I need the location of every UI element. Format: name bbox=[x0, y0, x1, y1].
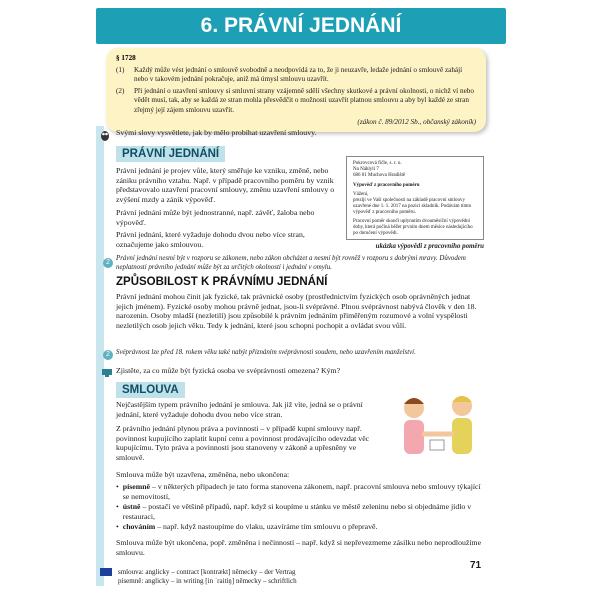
contract-line: prezlji ve Vaší společnosti na základě pracovní smlouvy uzavřené dne 1. 1. 2017 na pozici skladník. Podávám tímto výpověď z pracovního poměru. bbox=[353, 198, 472, 216]
section3-paragraph: Smlouva může být ukončena, popř. změněna i nečinností – např. když si nepřevezmeme zásilku nebo neprodloužíme smlouvu. bbox=[116, 538, 482, 557]
contract-line: Pracovní poměr skončí uplynutím dvouměsíční výpovědní doby, která počíná běžet prvním dnem měsíce následujícího po doručení výpovědi. bbox=[353, 218, 473, 237]
section2-paragraph: Právní jednání mohou činit jak fyzické, tak právnické osoby (prostřednictvím fyzických osob oprávněných jednat jejich jménem). Fyzické osoby mohou právně jednat, jsou-li svéprávné. Plnou svéprávnost nabývá člověk v den 18. narozenin. Osoby mladší (nezletilí) jsou způsobilé k právním jednáním přiměřeným rozumové a volní vyspělosti nezletilých osob jejich věku. Tedy k jednání, které jsou schopni pochopit a ovládat svou vůlí. bbox=[116, 292, 477, 330]
form-list bbox=[116, 482, 486, 532]
list-item-text: – např. když nastoupíme do vlaku, uzavíráme tím smlouvu o přepravě. bbox=[157, 522, 378, 532]
page-title: 6. PRÁVNÍ JEDNÁNÍ bbox=[96, 8, 506, 44]
section3-paragraph: Z právního jednání plynou práva a povinnosti – v případě kupní smlouvy např. povinnost kupujícího zaplatit kupní cenu a povinnost prodávajícího odevzdat věc kupujícímu. Tyto práva a povinnosti jsou stanoveny v zákoně a upřesněny ve smlouvě. bbox=[116, 424, 370, 462]
contract-sample-image bbox=[346, 156, 484, 240]
law-quote-box bbox=[106, 48, 486, 132]
law-item bbox=[116, 87, 476, 116]
computer-icon bbox=[101, 365, 113, 383]
owl-icon bbox=[100, 128, 110, 146]
handshake-illustration bbox=[392, 390, 484, 479]
law-item-text: Každý může vést jednání o smlouvě svobodně a neodpovídá za to, že ji neuzavře, ledaže jednání o smlouvě zahájí nebo v takovém jednání pokračuje, aniž má úmysl smlouvu uzavřít. bbox=[134, 65, 463, 84]
list-item: • ústně – postačí ve většině případů, např. když si koupíme u stánku ve městě zeleninu nebo si objednáme jídlo v restauraci, bbox=[116, 502, 472, 521]
section-heading-pravni-jednani: PRÁVNÍ JEDNÁNÍ bbox=[116, 146, 225, 162]
research-question: Zjistěte, za co může být fyzická osoba ve svéprávnosti omezena? Kým? bbox=[116, 366, 341, 375]
note-legality: Právní jednání nesmí být v rozporu se zákonem, nebo zákon obcházet a nesmí být rovněž v rozporu s dobrými mravy. Důvodem neplatnosti právního jednání může být za určitých okolností i jednání v omylu. bbox=[116, 255, 466, 271]
section-heading-smlouva: SMLOUVA bbox=[116, 382, 185, 398]
contract-line: Pokrovcová fičle, s. r. o. bbox=[353, 161, 402, 166]
section3-paragraph: Smlouva může být uzavřena, změněna, nebo ukončena: bbox=[116, 470, 290, 479]
list-item-term: chováním bbox=[122, 522, 156, 532]
list-item: • písemně – v některých případech je tato forma stanovena zákonem, např. pracovní smlouva nebo smlouvy týkající se nemovitostí, bbox=[116, 482, 481, 501]
vocab-line: písemně: anglicky – in writing [in ˈraitiŋ] německy – schriftlich bbox=[118, 577, 297, 585]
list-item: • chováním – např. když nastoupíme do vlaku, uzavíráme tím smlouvu o přepravě. bbox=[116, 522, 378, 532]
law-item-number: (2) bbox=[116, 86, 125, 95]
law-item bbox=[116, 66, 476, 85]
intro-question: Svými slovy vysvětlete, jak by mělo probíhat uzavření smlouvy. bbox=[116, 128, 317, 137]
list-item-text: – postačí ve většině případů, např. když si koupíme u stánku ve městě zeleninu nebo si objednáme jídlo v restauraci, bbox=[122, 502, 472, 521]
note-svepravnost: Svéprávnost lze před 18. rokem věku také nabýt přiznáním svéprávnosti soudem, nebo uzavřením manželství. bbox=[116, 349, 416, 356]
list-item-term: ústně bbox=[122, 502, 141, 512]
page-number: 71 bbox=[470, 560, 482, 571]
info-circle-icon: 2 bbox=[103, 258, 113, 268]
vocab-footer bbox=[118, 568, 498, 588]
contract-line: Na Náhlyli 7 bbox=[353, 167, 379, 173]
section-heading-zpusobilost: ZPŮSOBILOST K PRÁVNÍMU JEDNÁNÍ bbox=[116, 276, 328, 288]
eu-flag-icon bbox=[100, 568, 112, 576]
section1-paragraph: Právní jednání může být jednostranné, např. závěť, žaloba nebo výpověď. bbox=[116, 208, 315, 227]
law-paragraph-number: § 1728 bbox=[116, 54, 136, 62]
contract-line: Výpověď z pracovního poměru bbox=[353, 182, 420, 188]
contract-line: 686 01 Muchova Hradiště bbox=[353, 173, 406, 179]
law-item-number: (1) bbox=[116, 65, 125, 74]
contract-caption: ukázka výpovědi z pracovního poměru bbox=[375, 243, 484, 250]
law-source: (zákon č. 89/2012 Sb., občanský zákoník) bbox=[357, 117, 476, 126]
section1-paragraph: Právní jednání, které vyžaduje dohodu dvou nebo více stran, označujeme jako smlouvou. bbox=[116, 230, 305, 249]
law-item-text: Při jednání o uzavření smlouvy si smluvní strany vzájemně sdělí všechny skutkové a právní okolnosti, o nichž ví nebo vědět musí, tak, aby se každá ze stran mohla přesvědčit o možnosti uzavřít platnou smlouvu a aby byl každé ze stran zřejmý její zájem smlouvu uzavřít. bbox=[134, 86, 474, 114]
section3-paragraph: Nejčastějším typem právního jednání je smlouva. Jak již víte, jedná se o právní jednání, které vyžaduje dohodu dvou nebo více stran. bbox=[116, 400, 363, 419]
list-item-term: písemně bbox=[122, 482, 151, 491]
contract-line: Vážení, bbox=[353, 191, 369, 197]
vocab-line: smlouva: anglicky – contract [kontrækt] německy – der Vertrag bbox=[118, 568, 296, 576]
info-circle-icon: 2 bbox=[103, 350, 113, 360]
list-item-text: – v některých případech je tato forma stanovena zákonem, např. pracovní smlouva nebo smlouvy týkající se nemovitostí, bbox=[122, 482, 481, 501]
section1-paragraph: Právní jednání je projev vůle, který směřuje ke vzniku, změně, nebo zániku právního vztahu. Např. v případě pracovního poměru by vznik představovalo uzavření pracovní smlouvy, změnu uzavření smlouvy o zvýšení mzdy a zánik výpověď. bbox=[116, 166, 335, 204]
